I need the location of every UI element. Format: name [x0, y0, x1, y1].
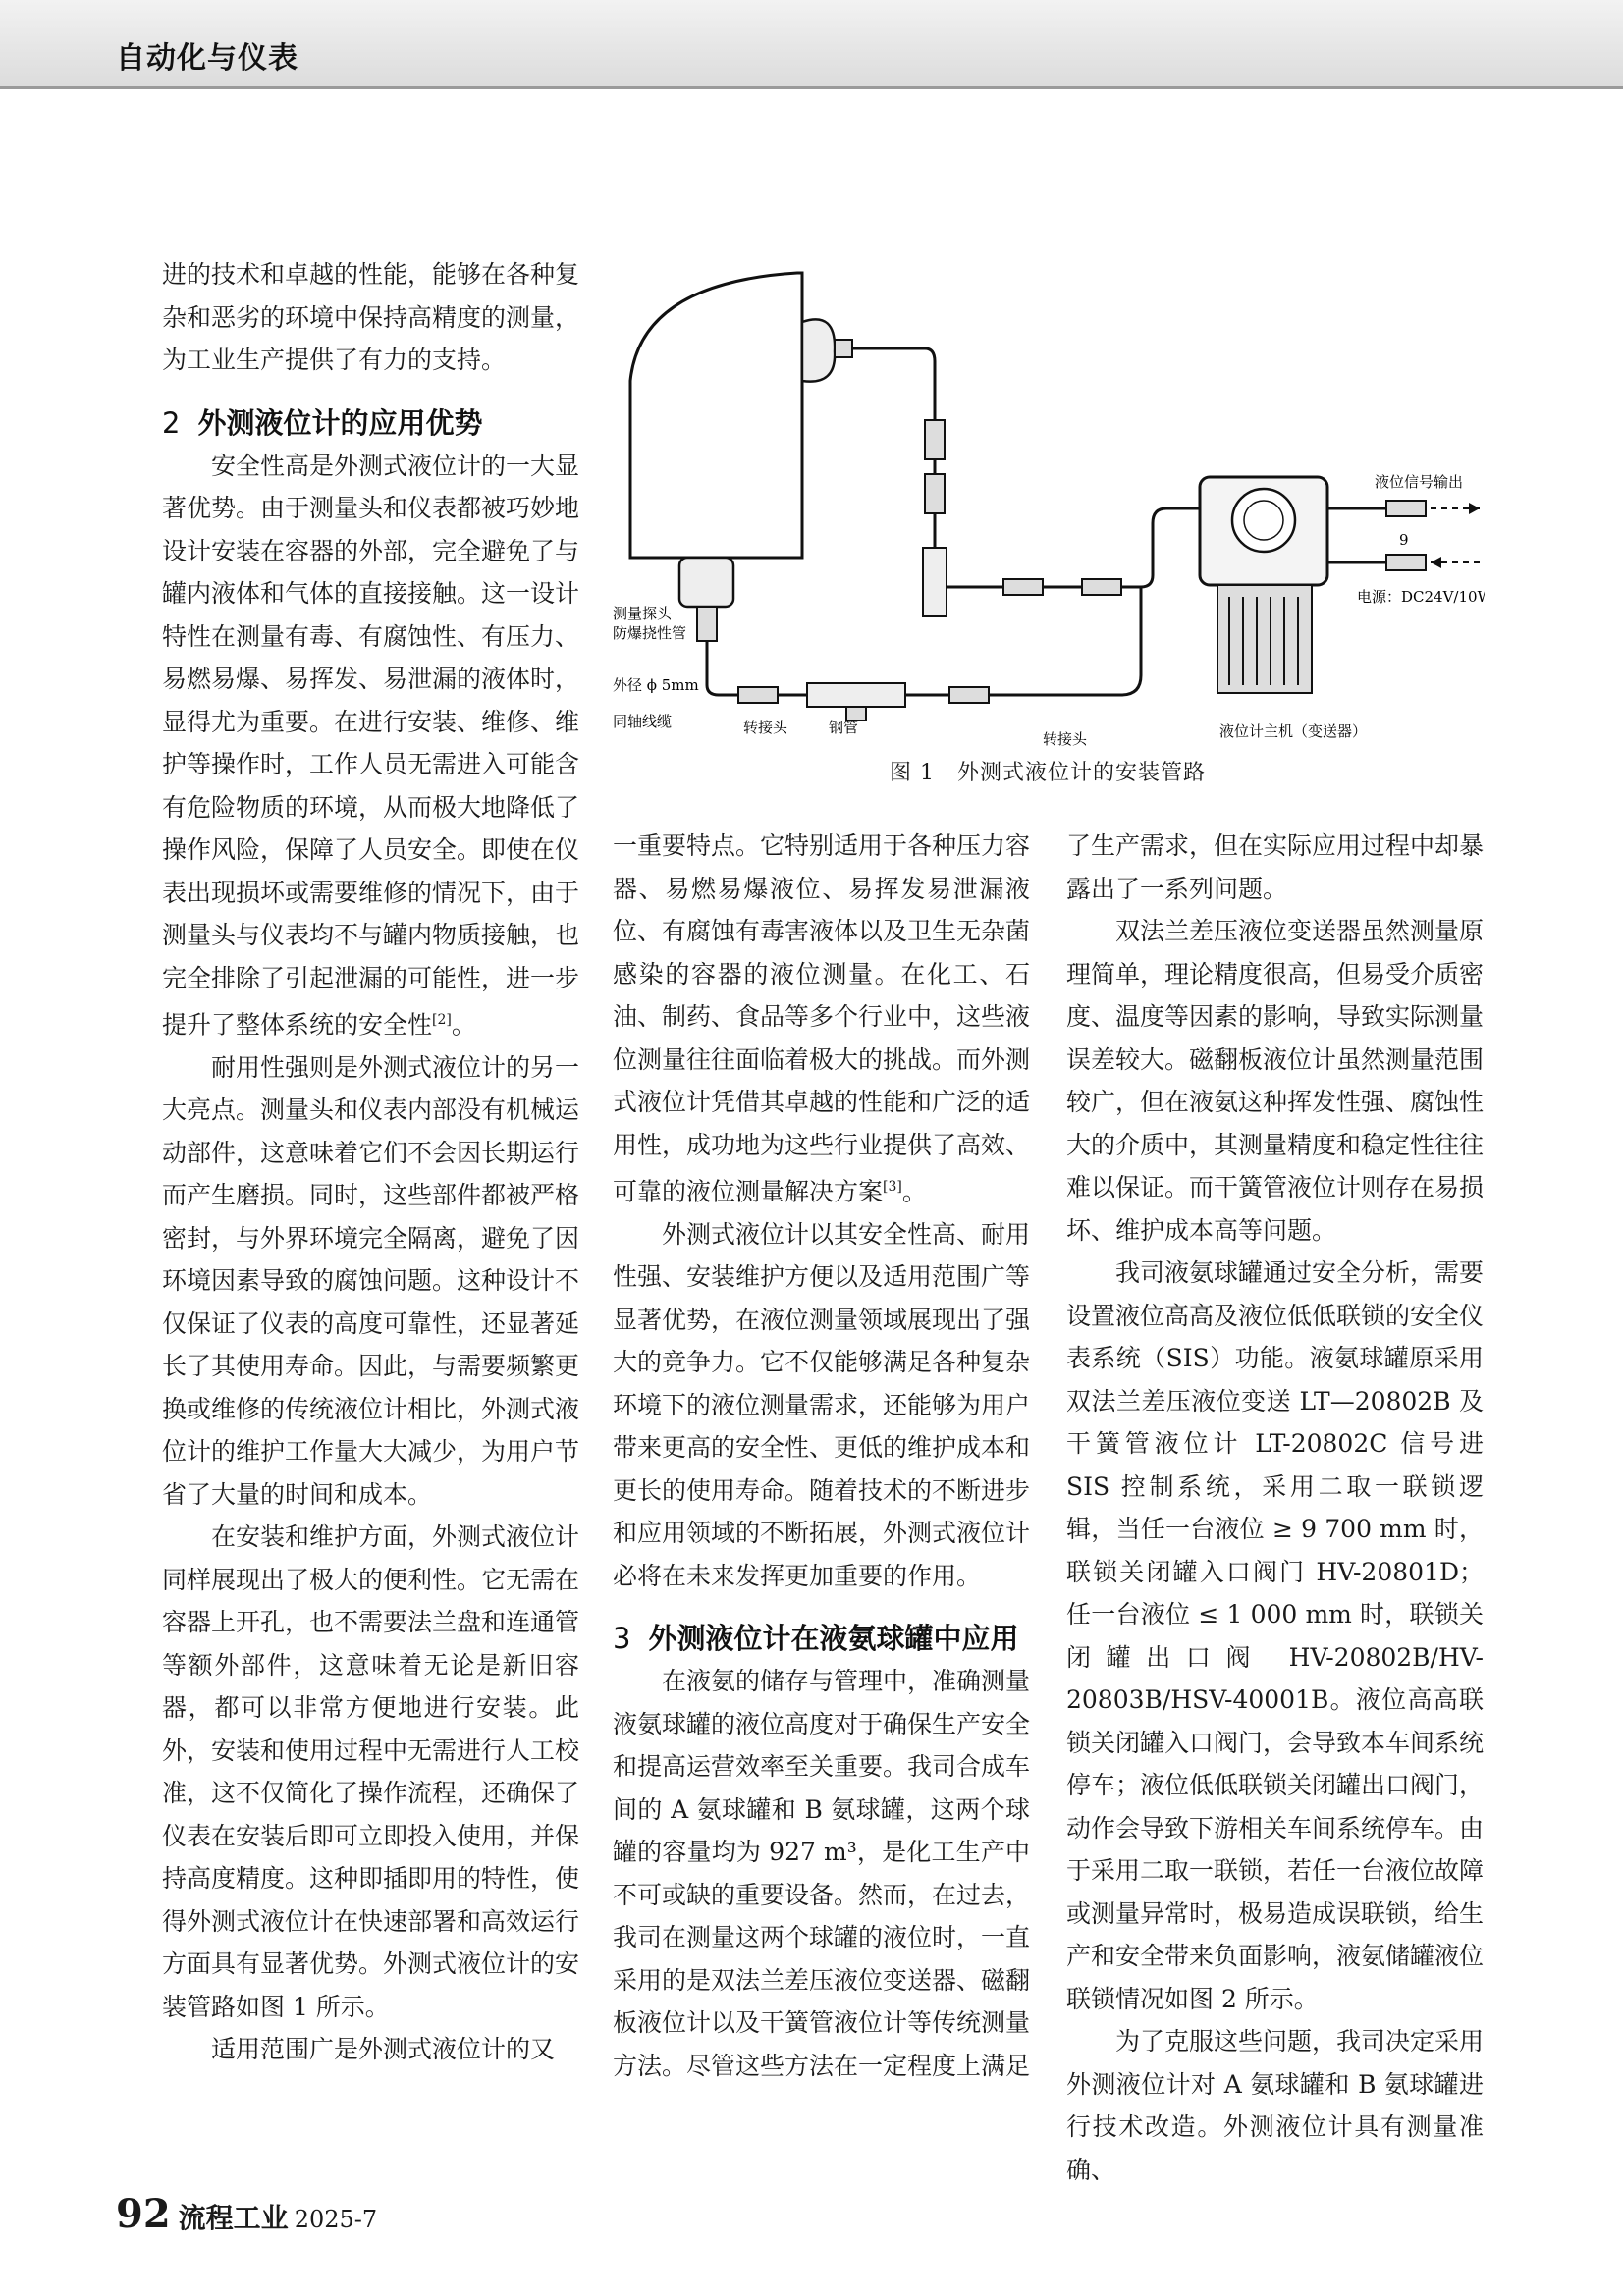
paragraph: 适用范围广是外测式液位计的又: [211, 2035, 556, 2064]
column-3: [1066, 825, 1484, 2191]
vertical-pipe: [923, 548, 947, 616]
cable-up: [989, 602, 1141, 695]
power-arrowhead: [1431, 557, 1441, 568]
label-adapter-2: 转接头: [1043, 730, 1088, 748]
paragraph: [613, 825, 1030, 1213]
figure-1: [611, 263, 1485, 793]
journal-name: 流程工业: [178, 2202, 289, 2234]
section-heading-3: [613, 1617, 1030, 1660]
section-heading-text: 外测液位计的应用优势: [197, 405, 483, 440]
paragraph: 为了克服这些问题，我司决定采用外测液位计对 A 氨球罐和 B 氨球罐进行技术改造。外测液位计具有测量准确、: [1066, 2027, 1485, 2184]
paragraph: 在安装和维护方面，外测式液位计同样展现出了极大的便利性。它无需在容器上开孔，也不需要法兰盘和连通管等额外部件，这意味着无论是新旧容器，都可以非常方便地进行安装。此外，安装和使用过程中无需进行人工校准，这不仅简化了操作流程，还确保了仪表在安装后即可立即投入使用，并保持高度精度。这种即插即用的特性，使得外测式液位计在快速部署和高效运行方面具有显著优势。外测式液位计的安装管路如图 1 所示。: [162, 1522, 580, 2021]
paragraph: 外测式液位计以其安全性高、耐用性强、安装维护方便以及适用范围广等显著优势，在液位测量领域展现出了强大的竞争力。它不仅能够满足各种复杂环境下的液位测量需求，还能够为用户带来更高的安全性、更低的维护成本和更长的使用寿命。随着技术的不断进步和应用领域的不断拓展，外测式液位计必将在未来发挥更加重要的作用。: [613, 1219, 1031, 1590]
paragraph-text: 安全性高是外测式液位计的一大显著优势。由于测量头和仪表都被巧妙地设计安装在容器的外部，完全避免了与罐内液体和气体的直接接触。这一设计特性在测量有毒、有腐蚀性、有压力、易燃易爆、易挥发、易泄漏的液体时，显得尤为重要。在进行安装、维修、维护等操作时，工作人员无需进入可能含有危险物质的环境，从而极大地降低了操作风险，保障了人员安全。即使在仪表出现损坏或需要维修的情况下，由于测量头与仪表均不与罐内物质接触，也完全排除了引起泄漏的可能性，进一步提升了整体系统的安全性: [162, 451, 580, 1040]
header-band: [0, 0, 1623, 89]
label-anti-interference: 防爆挠性管: [613, 624, 687, 642]
upper-coupler-2: [925, 474, 945, 513]
label-steel-pipe: 钢管: [829, 719, 859, 736]
paragraph: [162, 445, 579, 1046]
upper-coupler-1: [925, 420, 945, 459]
section-number: 2: [162, 405, 181, 440]
probe-cable: [707, 641, 738, 695]
figure-caption: 图 1 外测式液位计的安装管路: [890, 761, 1206, 785]
paragraph-end: 。: [901, 1177, 927, 1206]
label-power: 电源：DC24V/10W: [1357, 588, 1485, 606]
power-coupler: [1386, 555, 1426, 570]
branch-coupler-2: [1082, 579, 1121, 595]
paragraph: 在液氨的储存与管理中，准确测量液氨球罐的液位高度对于确保生产安全和提高运营效率至关重要。我司合成车间的 A 氨球罐和 B 氨球罐，这两个球罐的容量均为 927 m³，是化工生产中不可或缺的重要设备。然而，在过去，我司在测量这两个球罐的液位时，一直采用的是双法兰差压液位变送器、磁翻板液位计以及干簧管液位计等传统测量方法。尽管这些方法在一定程度上满足: [613, 1667, 1031, 2080]
paragraph: 了生产需求，但在实际应用过程中却暴露出了一系列问题。: [1066, 831, 1485, 903]
cable-to-host-upper: [1121, 508, 1200, 587]
tank-wall: [630, 273, 802, 558]
label-probe: 测量探头: [613, 605, 673, 622]
host-dial: [1232, 489, 1295, 552]
section-number: 3: [613, 1622, 631, 1656]
adapter-2: [949, 687, 989, 703]
section-heading-2: [162, 401, 579, 445]
label-diameter: 外径 ϕ 5mm: [613, 676, 699, 694]
measurement-probe: [679, 558, 733, 607]
label-adapter-1: 转接头: [743, 719, 788, 736]
page-number: 92: [116, 2191, 171, 2237]
installation-diagram: [611, 263, 1485, 793]
upper-sensor: [802, 319, 835, 381]
section-heading-text: 外测液位计在液氨球罐中应用: [648, 1622, 1019, 1656]
steel-pipe: [807, 683, 905, 707]
probe-stem: [697, 607, 717, 641]
citation-ref: [3]: [883, 1179, 902, 1195]
label-nine: 9: [1399, 531, 1409, 549]
issue-number: 2025-7: [294, 2206, 378, 2233]
label-signal-out: 液位信号输出: [1375, 473, 1464, 491]
paragraph-end: 。: [451, 1010, 476, 1040]
upper-sensor-fitting: [835, 340, 852, 357]
label-host: 液位计主机（变送器）: [1219, 722, 1368, 740]
paragraph-text: 一重要特点。它特别适用于各种压力容器、易燃易爆液位、易挥发易泄漏液位、有腐蚀有毒害液体以及卫生无杂菌感染的容器的液位测量。在化工、石油、制药、食品等多个行业中，这些液位测量往往面临着极大的挑战。而外测式液位计凭借其卓越的性能和广泛的适用性，成功地为这些行业提供了高效、可靠的液位测量解决方案: [613, 831, 1031, 1206]
signal-out-arrowhead: [1469, 503, 1480, 514]
signal-out-coupler: [1386, 501, 1426, 516]
paragraph: 耐用性强则是外测式液位计的另一大亮点。测量头和仪表内部没有机械运动部件，这意味着它们不会因长期运行而产生磨损。同时，这些部件都被严格密封，与外界环境完全隔离，避免了因环境因素导致的腐蚀问题。这种设计不仅保证了仪表的高度可靠性，还显著延长了其使用寿命。因此，与需要频繁更换或维修的传统液位计相比，外测式液位计的维护工作量大大减少，为用户节省了大量的时间和成本。: [162, 1052, 580, 1509]
label-coax: 同轴线缆: [613, 713, 673, 730]
column-2: [613, 825, 1030, 2087]
column-1: [162, 253, 579, 2071]
branch-coupler: [1003, 579, 1043, 595]
adapter-1: [738, 687, 778, 703]
section-title: 自动化与仪表: [116, 41, 298, 76]
paragraph: 双法兰差压液位变送器虽然测量原理简单，理论精度很高，但易受介质密度、温度等因素的影响，导致实际测量误差较大。磁翻板液位计虽然测量范围较广，但在液氨这种挥发性强、腐蚀性大的介质中，其测量精度和稳定性往往难以保证。而干簧管液位计则存在易损坏、维护成本高等问题。: [1066, 917, 1485, 1245]
citation-ref: [2]: [432, 1012, 452, 1028]
paragraph: 我司液氨球罐通过安全分析，需要设置液位高高及液位低低联锁的安全仪表系统（SIS）功能。液氨球罐原采用双法兰差压液位变送 LT—20802B 及干簧管液位计 LT-20802C 信号进 SIS 控制系统，采用二取一联锁逻辑，当任一台液位 ≥ 9 700 mm 时，联锁关闭罐入口阀门 HV-20801D；任一台液位 ≤ 1 000 mm 时，联锁关闭罐出口阀 HV-20802B/HV-20803B/HSV-40001B。液位高高联锁关闭罐入口阀门，会导致本车间系统停车；液位低低联锁关闭罐出口阀门，动作会导致下游相关车间系统停车。由于采用二取一联锁，若任一台液位故障或测量异常时，极易造成误联锁，给生产和安全带来负面影响，液氨储罐液位联锁情况如图 2 所示。: [1066, 1258, 1485, 2013]
page-footer: [116, 2191, 377, 2237]
paragraph: 进的技术和卓越的性能，能够在各种复杂和恶劣的环境中保持高精度的测量，为工业生产提供了有力的支持。: [162, 260, 580, 374]
upper-cable: [852, 348, 935, 420]
